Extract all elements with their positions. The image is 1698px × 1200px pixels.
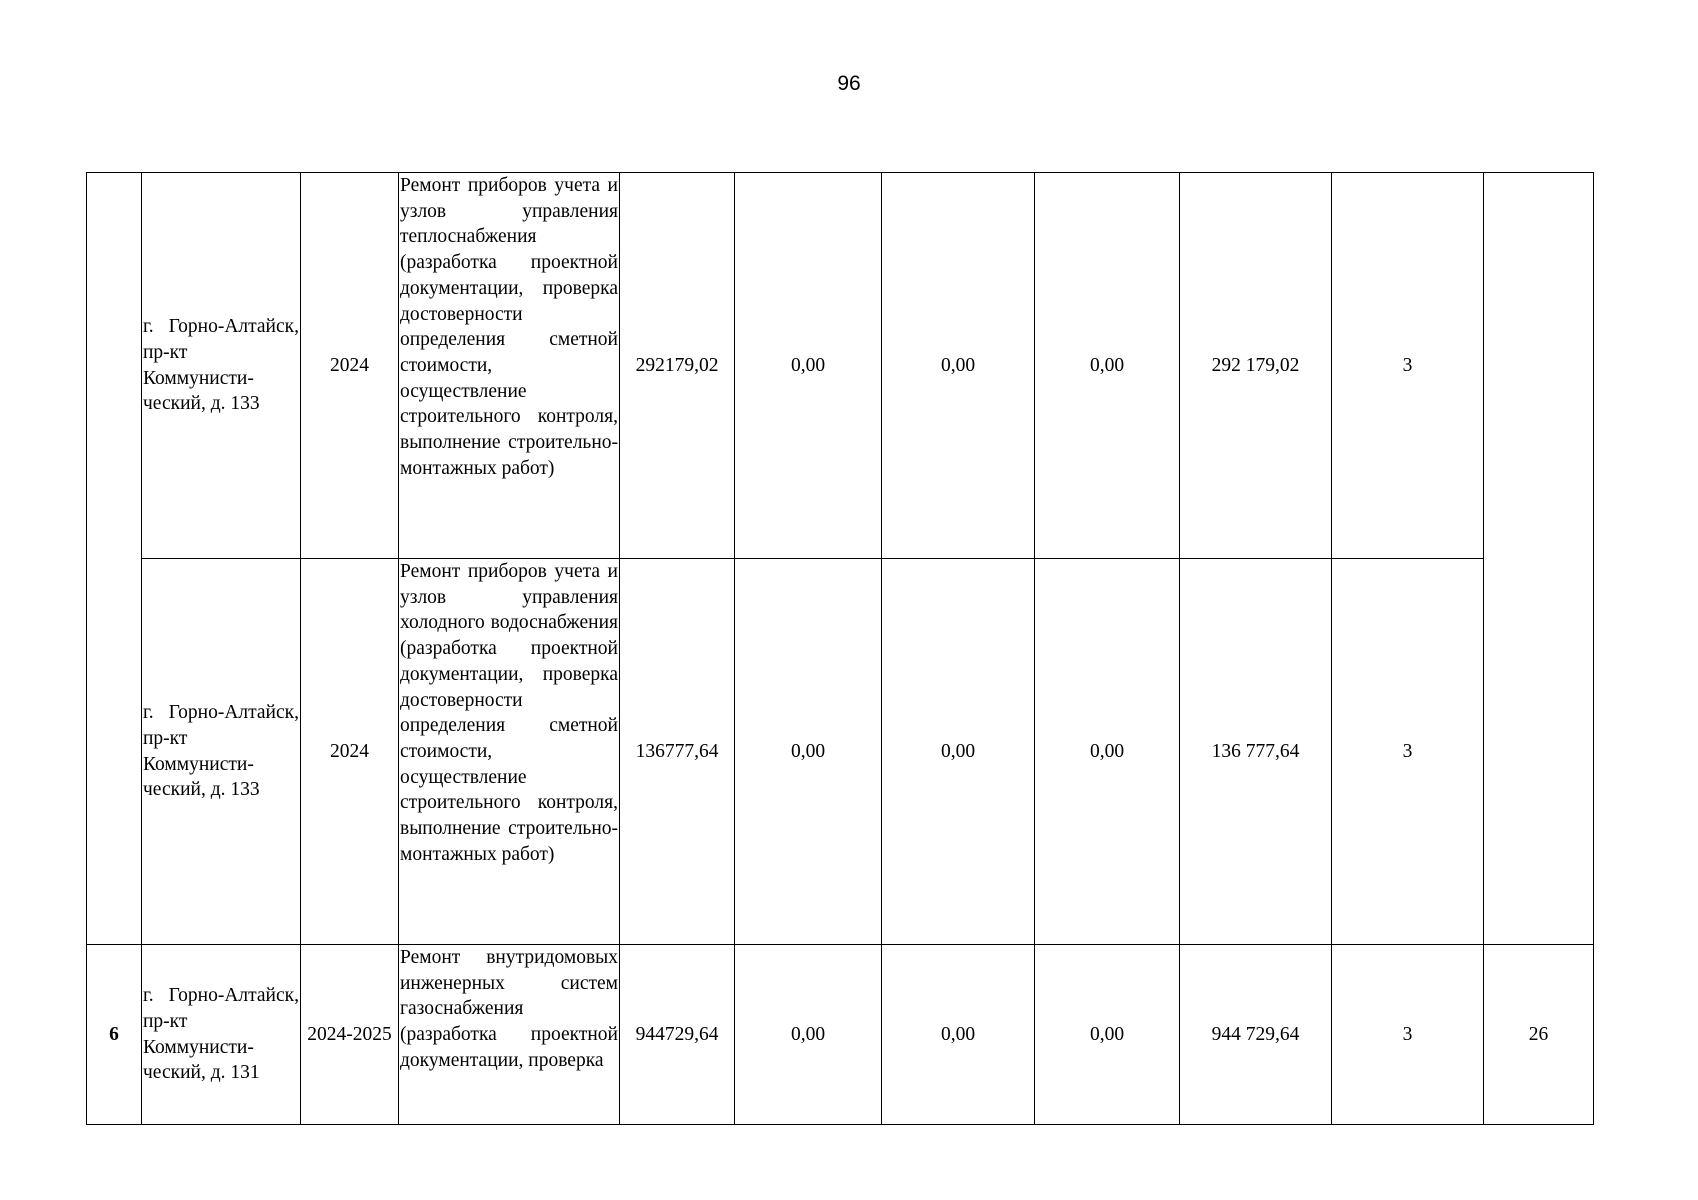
work-description-text: Ремонт приборов учета и узлов управления теплоснабжения (разработка проектной документации, проверка достоверности определения сметной стоимости, осуществление строительного контроля, выполнение строительно-монтажных работ) (400, 175, 618, 479)
fund-1-cell: 0,00 (735, 945, 882, 1125)
cost-cell: 136777,64 (620, 559, 735, 945)
table-row (87, 945, 1594, 1125)
work-description-text: Ремонт приборов учета и узлов управления холодного водоснабжения (разработка проектной документации, проверка достоверности определения сметной стоимости, осуществление строительного контроля, выполнение строительно-монтажных работ) (400, 561, 618, 865)
work-description-cell (399, 559, 620, 945)
fund-3-cell: 0,00 (1035, 559, 1180, 945)
last-column-cell: 26 (1484, 945, 1594, 1125)
years-cell: 2024 (301, 173, 399, 559)
years-cell: 2024 (301, 559, 399, 945)
total-cell: 136 777,64 (1180, 559, 1332, 945)
fund-3-cell: 0,00 (1035, 173, 1180, 559)
total-cell: 944 729,64 (1180, 945, 1332, 1125)
work-description-cell (399, 945, 620, 1125)
fund-3-cell: 0,00 (1035, 945, 1180, 1125)
fund-2-cell: 0,00 (882, 559, 1035, 945)
fund-2-cell: 0,00 (882, 945, 1035, 1125)
address-cell (142, 559, 301, 945)
fund-1-cell: 0,00 (735, 559, 882, 945)
fund-2-cell: 0,00 (882, 173, 1035, 559)
address-text: г. Горно-Алтайск, пр-кт Коммунисти-ческий, д. 133 (143, 702, 299, 801)
address-cell (142, 173, 301, 559)
total-cell: 292 179,02 (1180, 173, 1332, 559)
address-cell (142, 945, 301, 1125)
code-cell: 3 (1332, 173, 1484, 559)
capital-repair-table (86, 172, 1594, 1125)
work-description-text: Ремонт внутридомовых инженерных систем газоснабжения (разработка проектной документации, проверка (400, 947, 618, 1071)
work-description-cell (399, 173, 620, 559)
code-cell: 3 (1332, 945, 1484, 1125)
page-number: 96 (837, 72, 861, 95)
row-number-cell (87, 173, 142, 945)
last-column-cell (1484, 173, 1594, 945)
years-cell: 2024-2025 (301, 945, 399, 1125)
table-row (87, 559, 1594, 945)
fund-1-cell: 0,00 (735, 173, 882, 559)
table-row (87, 173, 1594, 559)
address-text: г. Горно-Алтайск, пр-кт Коммунисти-ческий, д. 131 (143, 985, 299, 1084)
row-number-cell: 6 (87, 945, 142, 1125)
cost-cell: 944729,64 (620, 945, 735, 1125)
cost-cell: 292179,02 (620, 173, 735, 559)
code-cell: 3 (1332, 559, 1484, 945)
address-text: г. Горно-Алтайск, пр-кт Коммунисти-ческий, д. 133 (143, 316, 299, 415)
